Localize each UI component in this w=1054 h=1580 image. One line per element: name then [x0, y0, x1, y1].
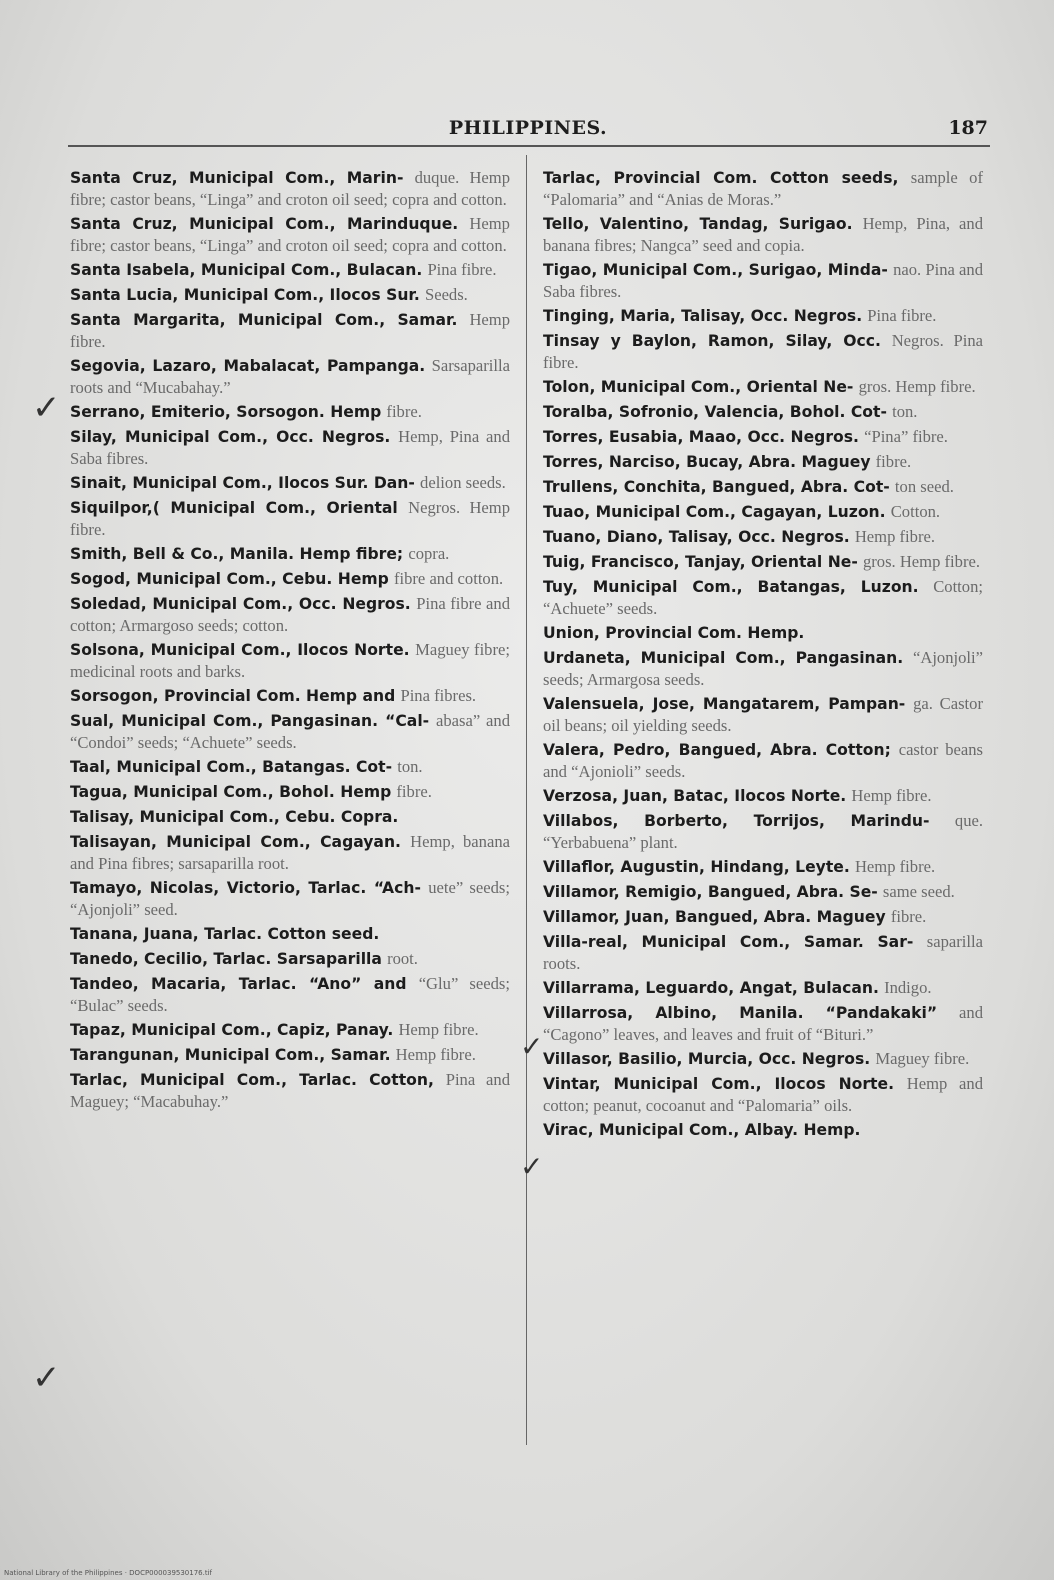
- entry-name: Santa Cruz, Municipal Com., Marinduque.: [70, 215, 459, 233]
- entry-description: fibre and cotton.: [393, 569, 504, 588]
- entry-name: Villasor, Basilio, Murcia, Occ. Negros.: [543, 1050, 871, 1068]
- entry-description: fibre.: [875, 452, 912, 471]
- right-column: [543, 167, 983, 1144]
- entry-description: Negros. Hemp fibre.: [70, 498, 511, 539]
- entry-description: copra.: [408, 544, 450, 563]
- directory-entry: [70, 497, 510, 540]
- entry-description: Hemp fibre.: [398, 1020, 479, 1039]
- entry-name: Virac, Municipal Com., Albay. Hemp.: [543, 1121, 861, 1139]
- directory-entry: [543, 977, 983, 999]
- directory-entry: [543, 401, 983, 423]
- entry-name: Villarrosa, Albino, Manila. “Pandakaki”: [543, 1004, 938, 1022]
- page-number: 187: [948, 117, 988, 139]
- entry-description: saparilla roots.: [543, 932, 983, 973]
- entry-name: Smith, Bell & Co., Manila. Hemp fibre;: [70, 545, 404, 563]
- entry-description: Hemp and cotton; peanut, cocoanut and “Palomaria” oils.: [543, 1074, 983, 1115]
- entry-description: Maguey fibre.: [875, 1049, 970, 1068]
- entry-name: Tuano, Diano, Talisay, Occ. Negros.: [543, 528, 850, 546]
- entry-description: Hemp fibre; castor beans, “Linga” and croton oil seed; copra and cotton.: [70, 214, 510, 255]
- entry-name: Tigao, Municipal Com., Surigao, Minda-: [543, 261, 888, 279]
- entry-name: Tello, Valentino, Tandag, Surigao.: [543, 215, 853, 233]
- entry-description: uete” seeds; “Ajonjoli” seed.: [70, 878, 510, 919]
- directory-entry: [70, 401, 510, 423]
- directory-entry: [70, 806, 510, 828]
- directory-entry: [543, 931, 983, 974]
- entry-name: Santa Margarita, Municipal Com., Samar.: [70, 311, 458, 329]
- directory-entry: [543, 856, 983, 878]
- entry-description: ton seed.: [894, 477, 954, 496]
- directory-entry: [543, 259, 983, 302]
- entry-description: Hemp fibre.: [395, 1045, 476, 1064]
- entry-description: Pina and Maguey; “Macabuhay.”: [70, 1070, 510, 1111]
- running-title: PHILIPPINES.: [448, 117, 608, 139]
- directory-entry: [543, 305, 983, 327]
- entry-description: Pina fibre and cotton; Armargoso seeds; cotton.: [70, 594, 510, 635]
- entry-name: Solsona, Municipal Com., Ilocos Norte.: [70, 641, 410, 659]
- entry-name: Sinait, Municipal Com., Ilocos Sur. Dan-: [70, 474, 415, 492]
- entry-name: Villa-real, Municipal Com., Samar. Sar-: [543, 933, 914, 951]
- directory-entry: [70, 685, 510, 707]
- entry-name: Villarrama, Leguardo, Angat, Bulacan.: [543, 979, 879, 997]
- entry-description: same seed.: [882, 882, 955, 901]
- entry-name: Tapaz, Municipal Com., Capiz, Panay.: [70, 1021, 394, 1039]
- entry-description: ton.: [397, 757, 423, 776]
- directory-entry: [70, 1069, 510, 1112]
- directory-entry: [70, 1019, 510, 1041]
- entry-name: Sual, Municipal Com., Pangasinan. “Cal-: [70, 712, 430, 730]
- entry-name: Sorsogon, Provincial Com. Hemp and: [70, 687, 396, 705]
- entry-description: Hemp fibre.: [854, 857, 936, 876]
- entry-name: Tuao, Municipal Com., Cagayan, Luzon.: [543, 503, 886, 521]
- entry-description: gros. Hemp fibre.: [862, 552, 981, 571]
- entry-name: Valera, Pedro, Bangued, Abra. Cotton;: [543, 741, 891, 759]
- entry-description: Sarsaparilla roots and “Mucabahay.”: [70, 356, 510, 397]
- directory-entry: [543, 501, 983, 523]
- entry-name: Tamayo, Nicolas, Victorio, Tarlac. “Ach-: [70, 879, 421, 897]
- entry-name: Tuig, Francisco, Tanjay, Oriental Ne-: [543, 553, 858, 571]
- entry-description: Maguey fibre; medicinal roots and barks.: [70, 640, 510, 681]
- entry-name: Taal, Municipal Com., Batangas. Cot-: [70, 758, 393, 776]
- entry-name: Villabos, Borberto, Torrijos, Marindu-: [543, 812, 930, 830]
- directory-entry: [70, 167, 510, 210]
- entry-description: duque. Hemp fibre; castor beans, “Linga” and croton oil seed; copra and cotton.: [70, 168, 510, 209]
- entry-name: Villaflor, Augustin, Hindang, Leyte.: [543, 858, 850, 876]
- entry-name: Torres, Eusabia, Maao, Occ. Negros.: [543, 428, 859, 446]
- entry-description: nao. Pina and Saba fibres.: [543, 260, 983, 301]
- entry-name: Segovia, Lazaro, Mabalacat, Pampanga.: [70, 357, 426, 375]
- directory-entry: [70, 472, 510, 494]
- entry-description: fibre.: [890, 907, 927, 926]
- entry-description: fibre.: [396, 782, 432, 801]
- directory-entry: [70, 543, 510, 565]
- scan-footer: National Library of the Philippines · DOCP000039530176.tif: [4, 1569, 213, 1577]
- column-divider: [526, 155, 527, 1445]
- entry-description: Hemp fibre.: [851, 786, 932, 805]
- entry-description: Cotton.: [890, 502, 941, 521]
- directory-entry: [70, 710, 510, 753]
- entry-description: Hemp, Pina and Saba fibres.: [70, 427, 510, 468]
- directory-entry: [543, 647, 983, 690]
- entry-name: Soledad, Municipal Com., Occ. Negros.: [70, 595, 411, 613]
- header-rule: [68, 145, 990, 147]
- entry-description: gros. Hemp fibre.: [858, 377, 976, 396]
- entry-name: Tinsay y Baylon, Ramon, Silay, Occ.: [543, 332, 881, 350]
- directory-entry: [70, 259, 510, 281]
- directory-entry: [70, 1044, 510, 1066]
- directory-entry: [543, 881, 983, 903]
- directory-entry: [543, 1119, 983, 1141]
- entry-name: Tinging, Maria, Talisay, Occ. Negros.: [543, 307, 863, 325]
- entry-description: “Glu” seeds; “Bulac” seeds.: [70, 974, 510, 1015]
- directory-entry: [70, 781, 510, 803]
- entry-description: Hemp, Pina, and banana fibres; Nangca” seed and copia.: [543, 214, 983, 255]
- entry-name: Verzosa, Juan, Batac, Ilocos Norte.: [543, 787, 847, 805]
- directory-entry: [543, 376, 983, 398]
- entry-name: Tanana, Juana, Tarlac. Cotton seed.: [70, 925, 380, 943]
- directory-entry: [70, 948, 510, 970]
- directory-entry: [543, 167, 983, 210]
- directory-entry: [70, 756, 510, 778]
- directory-entry: [543, 906, 983, 928]
- directory-entry: [543, 526, 983, 548]
- entry-name: Serrano, Emiterio, Sorsogon. Hemp: [70, 403, 382, 421]
- entry-name: Tagua, Municipal Com., Bohol. Hemp: [70, 783, 392, 801]
- directory-entry: [543, 785, 983, 807]
- directory-entry: [543, 551, 983, 573]
- directory-entry: [543, 451, 983, 473]
- entry-name: Union, Provincial Com. Hemp.: [543, 624, 805, 642]
- entry-name: Trullens, Conchita, Bangued, Abra. Cot-: [543, 478, 890, 496]
- directory-entry: [543, 576, 983, 619]
- entry-name: Santa Cruz, Municipal Com., Marin-: [70, 169, 404, 187]
- directory-entry: [70, 355, 510, 398]
- entry-description: fibre.: [386, 402, 422, 421]
- directory-entry: [70, 923, 510, 945]
- entry-description: abasa” and “Condoi” seeds; “Achuete” seeds.: [70, 711, 511, 752]
- directory-entry: [70, 593, 510, 636]
- entry-name: Villamor, Remigio, Bangued, Abra. Se-: [543, 883, 878, 901]
- directory-entry: [543, 213, 983, 256]
- entry-name: Valensuela, Jose, Mangatarem, Pampan-: [543, 695, 906, 713]
- entry-description: que. “Yerbabuena” plant.: [543, 811, 983, 852]
- directory-entry: [543, 739, 983, 782]
- entry-description: delion seeds.: [420, 473, 506, 492]
- entry-name: Siquilpor,( Municipal Com., Oriental: [70, 499, 398, 517]
- entry-description: castor beans and “Ajonioli” seeds.: [543, 740, 983, 781]
- entry-name: Villamor, Juan, Bangued, Abra. Maguey: [543, 908, 886, 926]
- entry-description: Cotton; “Achuete” seeds.: [543, 577, 983, 618]
- entry-name: Tarlac, Municipal Com., Tarlac. Cotton,: [70, 1071, 434, 1089]
- page-header: [68, 115, 988, 145]
- entry-name: Tarlac, Provincial Com. Cotton seeds,: [543, 169, 899, 187]
- directory-entry: [543, 1002, 983, 1045]
- directory-entry: [543, 426, 983, 448]
- entry-name: Urdaneta, Municipal Com., Pangasinan.: [543, 649, 904, 667]
- check-mark-icon: ✓: [520, 1030, 544, 1063]
- entry-name: Talisay, Municipal Com., Cebu. Copra.: [70, 808, 399, 826]
- directory-entry: [70, 831, 510, 874]
- entry-description: Hemp fibre.: [854, 527, 936, 546]
- directory-entry: [70, 877, 510, 920]
- directory-entry: [70, 309, 510, 352]
- entry-name: Tolon, Municipal Com., Oriental Ne-: [543, 378, 854, 396]
- directory-entry: [70, 973, 510, 1016]
- check-mark-icon: ✓: [520, 1150, 544, 1183]
- directory-entry: [70, 426, 510, 469]
- check-mark-icon: ✓: [32, 1358, 61, 1398]
- check-mark-icon: ✓: [32, 388, 61, 428]
- entry-name: Toralba, Sofronio, Valencia, Bohol. Cot-: [543, 403, 887, 421]
- entry-description: ga. Castor oil beans; oil yielding seeds.: [543, 694, 983, 735]
- directory-entry: [70, 568, 510, 590]
- directory-entry: [70, 284, 510, 306]
- entry-description: Pina fibre.: [427, 260, 497, 279]
- directory-entry: [543, 810, 983, 853]
- entry-description: Indigo.: [884, 978, 932, 997]
- entry-description: Pina fibre.: [867, 306, 937, 325]
- entry-name: Tandeo, Macaria, Tarlac. “Ano” and: [70, 975, 407, 993]
- entry-name: Sogod, Municipal Com., Cebu. Hemp: [70, 570, 389, 588]
- entry-name: Vintar, Municipal Com., Ilocos Norte.: [543, 1075, 895, 1093]
- entry-name: Tarangunan, Municipal Com., Samar.: [70, 1046, 391, 1064]
- entry-name: Santa Lucia, Municipal Com., Ilocos Sur.: [70, 286, 420, 304]
- directory-entry: [543, 1048, 983, 1070]
- directory-entry: [543, 1073, 983, 1116]
- entry-description: “Ajonjoli” seeds; Armargosa seeds.: [543, 648, 984, 689]
- entry-description: sample of “Palomaria” and “Anias de Moras.”: [543, 168, 983, 209]
- left-column: [70, 167, 510, 1115]
- entry-description: and “Cagono” leaves, and leaves and fruit of “Bituri.”: [543, 1003, 983, 1044]
- directory-entry: [70, 213, 510, 256]
- entry-name: Talisayan, Municipal Com., Cagayan.: [70, 833, 401, 851]
- entry-name: Silay, Municipal Com., Occ. Negros.: [70, 428, 391, 446]
- directory-entry: [543, 330, 983, 373]
- entry-description: ton.: [892, 402, 918, 421]
- entry-description: Pina fibres.: [400, 686, 477, 705]
- entry-description: Hemp, banana and Pina fibres; sarsaparilla root.: [70, 832, 510, 873]
- directory-entry: [543, 476, 983, 498]
- entry-description: Hemp fibre.: [70, 310, 510, 351]
- entry-name: Tanedo, Cecilio, Tarlac. Sarsaparilla: [70, 950, 382, 968]
- entry-description: root.: [387, 949, 418, 968]
- entry-description: “Pina” fibre.: [864, 427, 948, 446]
- entry-description: Seeds.: [424, 285, 468, 304]
- entry-name: Torres, Narciso, Bucay, Abra. Maguey: [543, 453, 871, 471]
- entry-name: Santa Isabela, Municipal Com., Bulacan.: [70, 261, 423, 279]
- directory-entry: [543, 622, 983, 644]
- entry-name: Tuy, Municipal Com., Batangas, Luzon.: [543, 578, 919, 596]
- directory-entry: [543, 693, 983, 736]
- directory-entry: [70, 639, 510, 682]
- entry-description: Negros. Pina fibre.: [543, 331, 983, 372]
